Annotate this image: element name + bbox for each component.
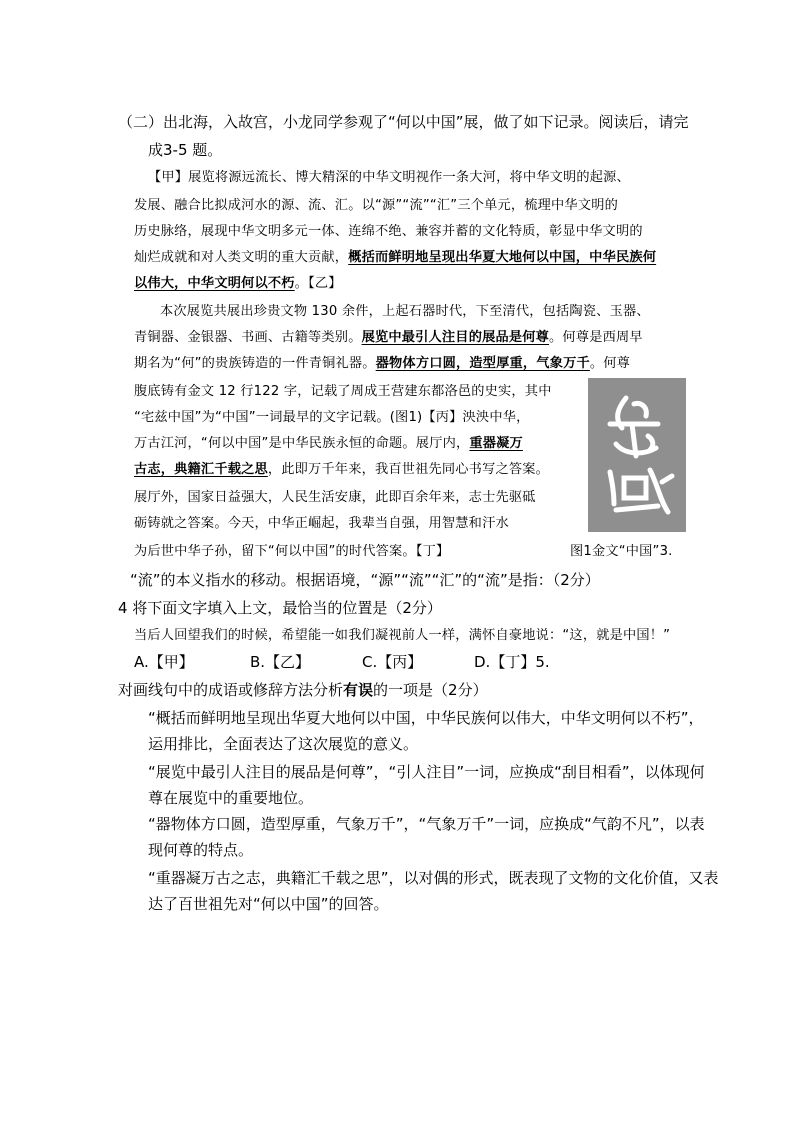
question-4-sentence: 当后人回望我们的时候，希望能一如我们凝视前人一样，满怀自豪地说：“这，就是中国！”	[134, 628, 671, 643]
passage-p1-text: 灿烂成就和对人类文明的重大贡献，	[134, 250, 349, 265]
passage-p2-line7	[134, 460, 549, 480]
inscription-glyphs-icon	[588, 378, 686, 532]
passage-p1-line2: 发展、融合比拟成河水的源、流、汇。以“源”“流”“汇”三个单元，梳理中华文明的	[134, 198, 618, 213]
passage-p2-line1: 本次展览共展出珍贵文物 130 余件，上起石器时代，下至清代，包括陶瓷、玉器、	[160, 304, 650, 319]
option-a[interactable]: A.【甲】	[134, 653, 194, 671]
marker-yi: 。【乙】	[294, 276, 342, 291]
passage-p1-line1: 【甲】展览将源远流长、博大精深的中华文明视作一条大河，将中华文明的起源、	[148, 170, 630, 185]
section-intro-line1: （二）出北海，入故宫，小龙同学参观了“何以中国”展，做了如下记录。阅读后，请完	[118, 113, 689, 131]
passage-p2-line4: 腹底铸有金文 12 行122 字，记载了周成王营建东都洛邑的史实，其中	[134, 384, 552, 399]
passage-p2-line2	[134, 328, 643, 348]
q5-option-line-8: 达了百世祖先对“何以中国”的回答。	[148, 895, 389, 913]
passage-p1-line4	[134, 248, 656, 268]
passage-p2-line10: 为后世中华子孙，留下“何以中国”的时代答案。【丁】	[134, 544, 450, 559]
underlined-sentence-2: 展览中最引人注目的展品是何尊	[361, 330, 550, 345]
question-5-stem	[118, 680, 488, 700]
passage-p2-text: 。何尊	[589, 356, 631, 371]
passage-p2-line6	[134, 434, 523, 454]
q5-stem-emphasis: 有误	[343, 681, 374, 699]
q5-option-line-3: “展览中最引人注目的展品是何尊”，“引人注目”一词，应换成“刮目相看”，以体现何	[148, 763, 705, 781]
q5-option-line-1: “概括而鲜明地呈现出华夏大地何以中国，中华民族何以伟大，中华文明何以不朽”，	[148, 709, 704, 727]
q5-option-line-7: “重器凝万古之志，典籍汇千载之思”，以对偶的形式，既表现了文物的文化价值，又表	[148, 869, 719, 887]
q5-option-line-4: 尊在展览中的重要地位。	[148, 789, 314, 807]
option-d[interactable]: D.【丁】5.	[474, 653, 550, 671]
passage-p2-text: 。何尊是西周早	[549, 330, 643, 345]
figure-caption: 图1金文“中国”3.	[570, 544, 673, 559]
underlined-sentence-4b: 古志，典籍汇千载之思	[134, 462, 268, 477]
passage-p2-line8: 展厅外，国家日益强大，人民生活安康，此即百余年来，志士先驱砥	[134, 490, 536, 505]
passage-p2-text: 青铜器、金银器、书画、古籍等类别。	[134, 330, 362, 345]
underlined-sentence-1a: 概括而鲜明地呈现出华夏大地何以中国，中华民族何	[348, 250, 657, 265]
question-4-options	[134, 652, 550, 672]
passage-p2-line5: “宅兹中国”为“中国”一词最早的文字记载。(图1)【丙】泱泱中华，	[134, 410, 530, 425]
passage-p1-line3: 历史脉络，展现中华文明多元一体、连绵不绝、兼容并蓄的文化特质，彰显中华文明的	[134, 224, 643, 239]
passage-p1-line5	[134, 274, 342, 294]
underlined-sentence-4a: 重器凝万	[469, 436, 523, 451]
q5-option-line-6: 现何尊的特点。	[148, 841, 254, 859]
underlined-sentence-3: 器物体方口圆，造型厚重，气象万千	[375, 356, 590, 371]
passage-p2-text: 期名为“何”的贵族铸造的一件青铜礼器。	[134, 356, 376, 371]
passage-p2-line9: 砺铸就之答案。今天，中华正崛起，我辈当自强，用智慧和汗水	[134, 516, 509, 531]
q5-stem-text: 对画线句中的成语或修辞方法分析	[118, 681, 344, 699]
bronze-inscription-figure	[588, 378, 686, 532]
question-3: “流”的本义指水的移动。根据语境，“源”“流”“汇”的“流”是指：（2分）	[130, 571, 600, 589]
underlined-sentence-1b: 以伟大，中华文明何以不朽	[134, 276, 295, 291]
passage-p2-line3	[134, 354, 630, 374]
passage-p2-text: ，此即万千年来，我百世祖先同心书写之答案。	[267, 462, 550, 477]
option-b[interactable]: B.【乙】	[250, 653, 311, 671]
q5-option-line-2: 运用排比，全面表达了这次展览的意义。	[148, 735, 419, 753]
q5-option-line-5: “器物体方口圆，造型厚重，气象万千”，“气象万千”一词，应换成“气韵不凡”，以表	[148, 815, 705, 833]
question-4-stem: 4 将下面文字填入上文，最恰当的位置是（2分）	[118, 599, 442, 617]
q5-stem-text: 的一项是（2分）	[373, 681, 488, 699]
passage-p2-text: 万古江河，“何以中国”是中华民族永恒的命题。展厅内，	[134, 436, 470, 451]
option-c[interactable]: C.【丙】	[362, 653, 423, 671]
section-intro-line2: 成3-5 题。	[148, 141, 223, 159]
